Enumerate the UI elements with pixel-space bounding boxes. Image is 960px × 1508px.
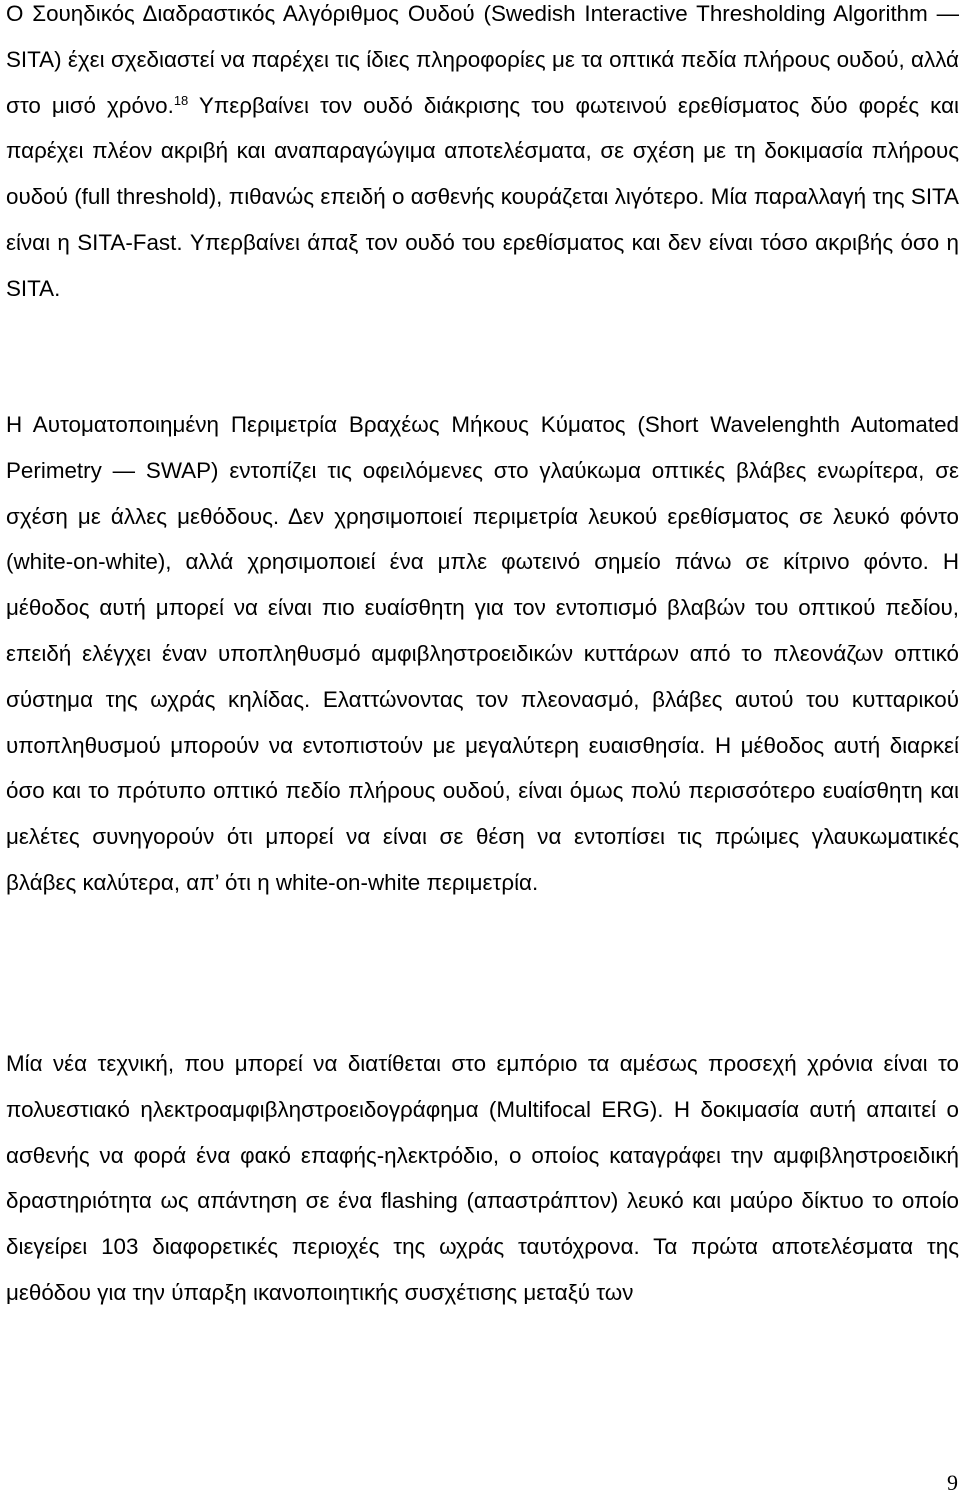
page-number: 9 bbox=[947, 1470, 958, 1495]
paragraph-sita-text-start: Ο Σουηδικός Διαδραστικός Αλγόριθμος Ουδού (Swedish Interactive Thresholding Algorithm — SITA) έχει σχεδιαστεί να παρέχει τις ίδιες πληροφορίες με τα οπτικά πεδία πλήρους ουδού, αλλά στο μισό χρόνο. bbox=[6, 1, 959, 118]
paragraph-sita-text-end: Υπερβαίνει τον ουδό διάκρισης του φωτεινού ερεθίσματος δύο φορές και παρέχει πλέον ακριβή και αναπαραγώγιμα αποτελέσματα, σε σχέση με τη δοκιμασία πλήρους ουδού (full threshold), πιθανώς επειδή ο ασθενής κουράζεται λιγότερο. Μία παραλλαγή της SITA είναι η SITA-Fast. Υπερβαίνει άπαξ τον ουδό του ερεθίσματος και δεν είναι τόσο ακριβής όσο η SITA. bbox=[6, 92, 959, 301]
paragraph-swap: Η Αυτοματοποιημένη Περιμετρία Βραχέως Μήκους Κύματος (Short Wavelenghth Automated Perimetry — SWAP) εντοπίζει τις οφειλόμενες στο γλαύκωμα οπτικές βλάβες ενωρίτερα, σε σχέση με άλλες μεθόδους. Δεν χρησιμοποιεί περιμετρία λευκού ερεθίσματος σε λευκό φόντο (white-on-white), αλλά χρησιμοποιεί ένα μπλε φωτεινό σημείο πάνω σε κίτρινο φόντο. Η μέθοδος αυτή μπορεί να είναι πιο ευαίσθητη για τον εντοπισμό βλαβών του οπτικού πεδίου, επειδή ελέγχει έναν υποπληθυσμό αμφιβληστροειδικών κυττάρων από το πλεονάζων οπτικό σύστημα της ωχράς κηλίδας. Ελαττώνοντας τον πλεονασμό, βλάβες αυτού του κυτταρικού υποπληθυσμού μπορούν να εντοπιστούν με μεγαλύτερη ευαισθησία. Η μέθοδος αυτή διαρκεί όσο και το πρότυπο οπτικό πεδίο πλήρους ουδού, είναι όμως πολύ περισσότερο ευαίσθητη και μελέτες συνηγορούν ότι μπορεί να είναι σε θέση να εντοπίσει τις πρώιμες γλαυκωματικές βλάβες καλύτερα, απ’ ότι η white-on-white περιμετρία. bbox=[6, 412, 959, 895]
paragraph-sita bbox=[6, 0, 959, 312]
paragraph-multifocal-erg: Μία νέα τεχνική, που μπορεί να διατίθεται στο εμπόριο τα αμέσως προσεχή χρόνια είναι το πολυεστιακό ηλεκτροαμφιβληστροειδογράφημα (Multifocal ERG). Η δοκιμασία αυτή απαιτεί ο ασθενής να φορά ένα φακό επαφής-ηλεκτρόδιο, ο οποίος καταγράφει την αμφιβληστροειδική δραστηριότητα ως απάντηση σε ένα flashing (απαστράπτον) λευκό και μαύρο δίκτυο το οποίο διεγείρει 103 διαφορετικές περιοχές της ωχράς ταυτόχρονα. Τα πρώτα αποτελέσματα της μεθόδου για την ύπαρξη ικανοποιητικής συσχέτισης μεταξύ των bbox=[6, 1051, 959, 1305]
footnote-reference: 18 bbox=[173, 93, 189, 109]
